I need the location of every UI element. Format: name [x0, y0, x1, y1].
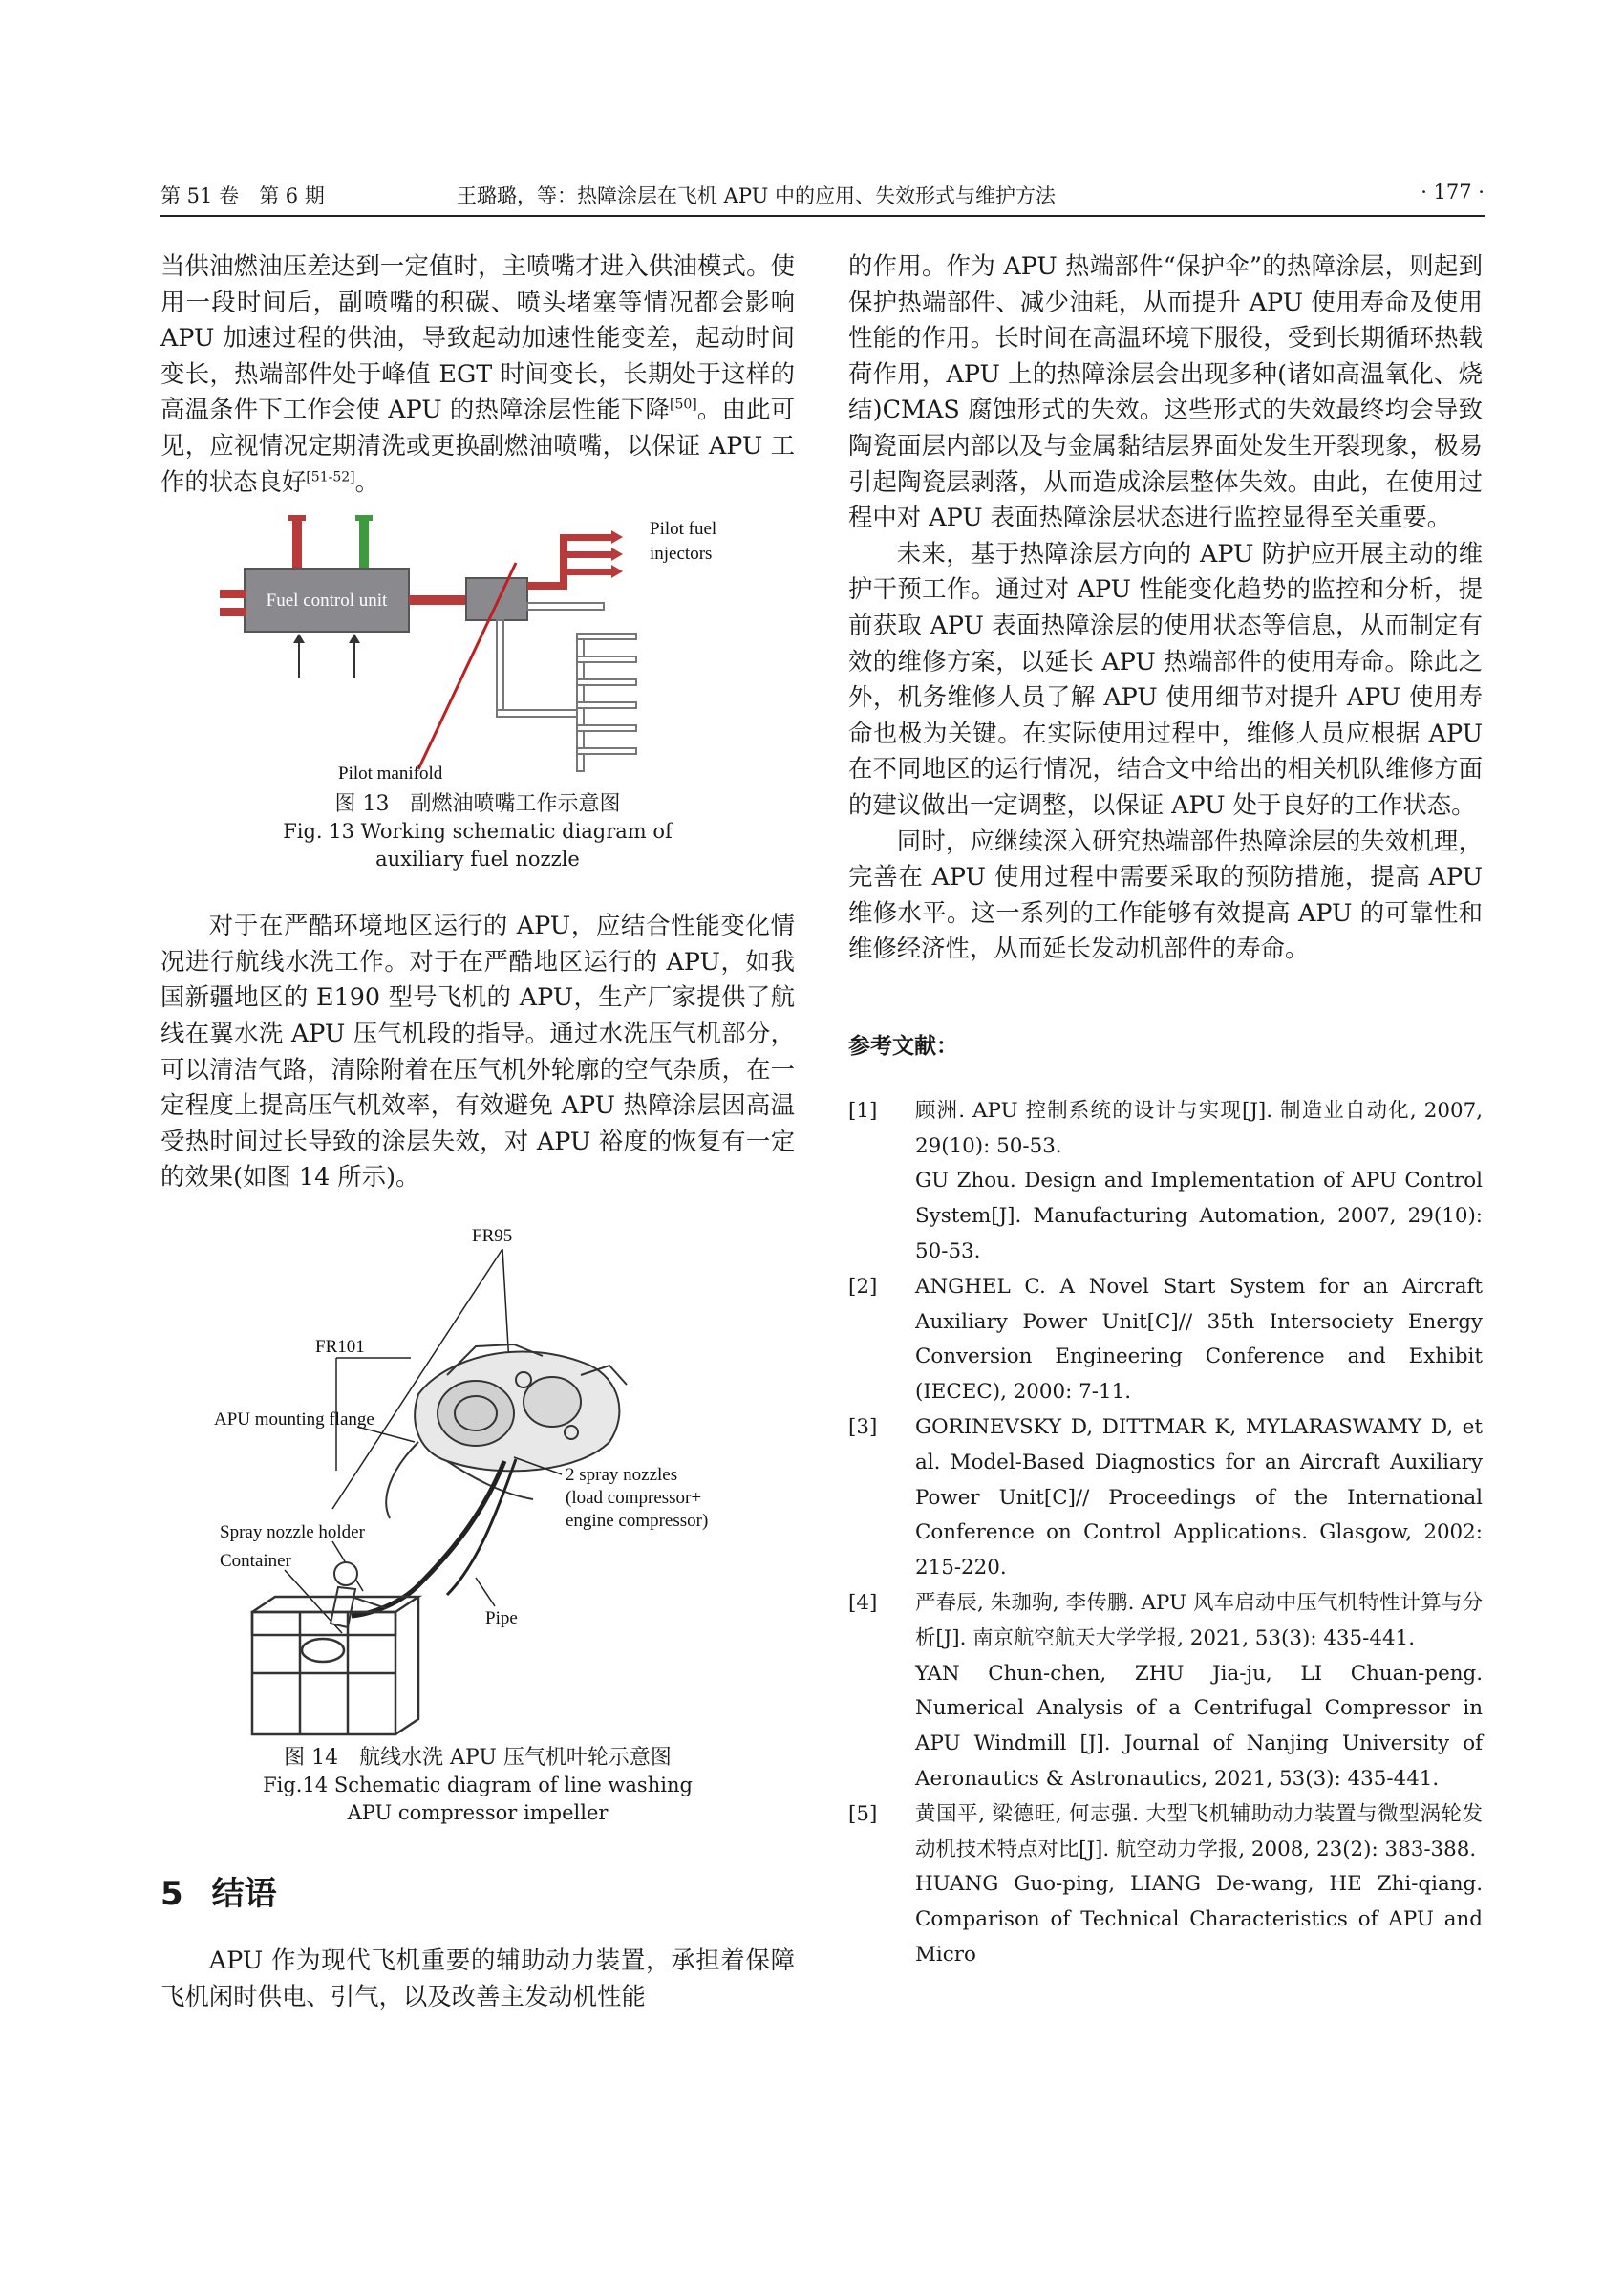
body-paragraph: 未来，基于热障涂层方向的 APU 防护应开展主动的维护干预工作。通过对 APU 性能变化趋势的监控和分析，提前获取 APU 表面热障涂层的使用状态等信息，从而制定有效的维修方案，以延长 APU 热端部件的使用寿命。除此之外，机务维修人员了解 APU 使用细节对提升 APU 使用寿命也极为关键。在实际使用过程中，维修人员应根据 APU 在不同地区的运行情况，结合文中给出的相关机队维修方面的建议做出一定调整，以保证 APU 处于良好的工作状态。 — [848, 538, 1483, 819]
figure-14-caption-zh: 图 14 航线水洗 APU 压气机叶轮示意图 — [284, 1745, 672, 1770]
reference-text-en: YAN Chun-chen, ZHU Jia-ju, LI Chuan-peng. Numerical Analysis of a Centrifugal Compressor in APU Windmill [J]. Journal of Nanjing University of Aeronautics & Astronautics, 2021, 53(3): 435-441. — [915, 1661, 1483, 1792]
reference-number: [5] — [848, 1801, 878, 1826]
spray-nozzles-label-1: 2 spray nozzles — [566, 1464, 678, 1485]
figure-13-caption-zh: 图 13 副燃油喷嘴工作示意图 — [334, 792, 621, 817]
distribution-block — [466, 578, 527, 620]
body-paragraph: 同时，应继续深入研究热端部件热障涂层的失效机理，完善在 APU 使用过程中需要采取的预防措施，提高 APU 维修水平。这一系列的工作能够有效提高 APU 的可靠性和维修经济性，从而延长发动机部件的寿命。 — [848, 826, 1483, 963]
body-paragraph: APU 作为现代飞机重要的辅助动力装置，承担着保障飞机闲时供电、引气，以及改善主发动机性能 — [160, 1945, 795, 2011]
wash-pipe — [352, 1461, 504, 1616]
spray-nozzles-label-3: engine compressor) — [566, 1510, 709, 1531]
figure-13-caption-en-2: auxiliary fuel nozzle — [375, 848, 580, 871]
fuel-nozzle-schematic — [160, 513, 795, 783]
running-header — [160, 177, 1485, 217]
reference-number: [4] — [848, 1591, 878, 1616]
reference-text-en: GORINEVSKY D, DITTMAR K, MYLARASWAMY D, et al. Model-Based Diagnostics for an Aircraft Auxiliary Power Unit[C]// Proceedings of the International Conference on Control Applications. Glasgow, 2002: 215-220. — [915, 1415, 1483, 1581]
reference-item — [848, 1094, 1483, 1270]
page-number: · 177 · — [1421, 181, 1485, 204]
fr95-label: FR95 — [472, 1225, 513, 1246]
reference-list — [848, 1094, 1483, 1973]
container-label: Container — [220, 1550, 291, 1571]
reference-text-en: GU Zhou. Design and Implementation of APU Control System[J]. Manufacturing Automation, 2007, 29(10): 50-53. — [915, 1169, 1483, 1264]
reference-item — [848, 1270, 1483, 1410]
injectors-label: injectors — [650, 544, 713, 565]
left-column — [160, 248, 795, 2014]
figure-14-caption-en-2: APU compressor impeller — [347, 1800, 609, 1824]
spray-nozzle-holder-label: Spray nozzle holder — [220, 1521, 365, 1542]
apu-mounting-flange-label: APU mounting flange — [214, 1409, 374, 1430]
journal-volume-issue: 第 51 卷 第 6 期 — [160, 184, 325, 207]
references-heading: 参考文献： — [848, 1033, 958, 1059]
body-paragraph: 的作用。作为 APU 热端部件“保护伞”的热障涂层，则起到保护热端部件、减少油耗，从而提升 APU 使用寿命及使用性能的作用。长时间在高温环境下服役，受到长期循环热载荷作用，APU 上的热障涂层会出现多种(诸如高温氧化、烧结)CMAS 腐蚀形式的失效。这些形式的失效最终均会导致陶瓷面层内部以及与金属黏结层界面处发生开裂现象，极易引起陶瓷层剥落，从而造成涂层整体失效。由此，在使用过程中对 APU 表面热障涂层状态进行监控显得至关重要。 — [848, 251, 1483, 532]
pipe-label: Pipe — [485, 1607, 518, 1628]
pilot-fuel-label: Pilot fuel — [650, 519, 717, 540]
figure-14-caption-en-1: Fig.14 Schematic diagram of line washing — [263, 1773, 693, 1796]
figure-13 — [160, 513, 795, 873]
citation: [50] — [670, 397, 697, 413]
reference-text-zh: 顾洲. APU 控制系统的设计与实现[J]. 制造业自动化, 2007, 29(10): 50-53. — [915, 1098, 1483, 1158]
body-paragraph: 对于在严酷环境地区运行的 APU，应结合性能变化情况进行航线水洗工作。对于在严酷地区运行的 APU，如我国新疆地区的 E190 型号飞机的 APU，生产厂家提供了航线在翼水洗 APU 压气机段的指导。通过水洗压气机部分，可以清洁气路，清除附着在压气机外轮廓的空气杂质，在一定程度上提高压气机效率，有效避免 APU 热障涂层因高温受热时间过长导致的涂层失效，对 APU 裕度的恢复有一定的效果(如图 14 所示)。 — [160, 911, 795, 1192]
body-paragraph: 当供油燃油压差达到一定值时，主喷嘴才进入供油模式。使用一段时间后，副喷嘴的积碳、喷头堵塞等情况都会影响 APU 加速过程的供油，导致起动加速性能变差，起动时间变长，热端部件处于峰值 EGT 时间变长，长期处于这样的高温条件下工作会使 APU 的热障涂层性能下降[50]。由此可见，应视情况定期清洗或更换副燃油喷嘴，以保证 APU 工作的状态良好[51-52]。 — [160, 251, 796, 496]
fuel-control-unit-label: Fuel control unit — [266, 591, 388, 612]
figure-14 — [160, 1222, 795, 1827]
reference-item — [848, 1586, 1483, 1797]
technician-figure — [331, 1562, 386, 1627]
reference-item — [848, 1410, 1483, 1586]
reference-number: [1] — [848, 1098, 878, 1123]
reference-text-en: ANGHEL C. A Novel Start System for an Aircraft Auxiliary Power Unit[C]// 35th Intersociety Energy Conversion Engineering Conference and Exhibit (IECEC), 2000: 7-11. — [915, 1274, 1483, 1405]
reference-text-zh: 黄国平, 梁德旺, 何志强. 大型飞机辅助动力装置与微型涡轮发动机技术特点对比[J]. 航空动力学报, 2008, 23(2): 383-388. — [915, 1801, 1483, 1861]
figure-13-caption-en-1: Fig. 13 Working schematic diagram of — [283, 820, 673, 844]
spray-nozzles-label-2: (load compressor+ — [566, 1487, 702, 1508]
reference-item — [848, 1797, 1483, 1973]
reference-number: [2] — [848, 1274, 878, 1299]
running-title: 王璐璐，等：热障涂层在飞机 APU 中的应用、失效形式与维护方法 — [457, 184, 1056, 207]
apu-water-wash-schematic — [160, 1222, 795, 1738]
section-number: 5 — [160, 1874, 183, 1913]
reference-number: [3] — [848, 1415, 878, 1440]
right-column — [848, 248, 1483, 1973]
citation: [51-52] — [306, 469, 355, 485]
section-heading — [160, 1867, 795, 1914]
pilot-manifold-label: Pilot manifold — [338, 764, 443, 784]
reference-text-zh: 严春辰, 朱珈驹, 李传鹏. APU 风车启动中压气机特性计算与分析[J]. 南京航空航天大学学报, 2021, 53(3): 435-441. — [915, 1591, 1483, 1650]
reference-text-en: HUANG Guo-ping, LIANG De-wang, HE Zhi-qiang. Comparison of Technical Characteristics of APU and Micro — [915, 1872, 1483, 1967]
fr101-label: FR101 — [315, 1336, 365, 1357]
section-title: 结语 — [211, 1874, 277, 1913]
